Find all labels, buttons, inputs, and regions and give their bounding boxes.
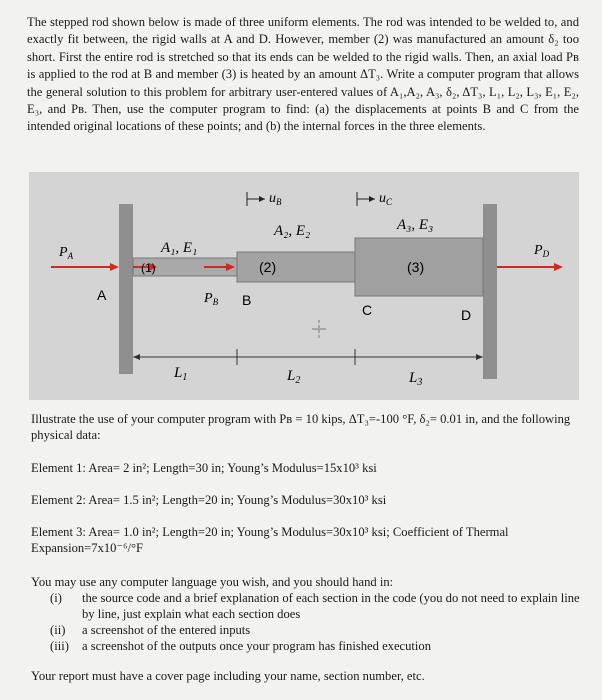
list-item-text: a screenshot of the outputs once your program has finished execution — [82, 639, 432, 653]
PA-label: $P_A$ — [59, 245, 74, 261]
rod-diagram — [29, 172, 579, 400]
point-A-label: A — [97, 287, 107, 303]
list-item-number: (iii) — [50, 639, 69, 653]
point-D-label: D — [461, 307, 472, 323]
list-item-number: (ii) — [50, 623, 66, 637]
list-item-text: a screenshot of the entered inputs — [82, 623, 251, 637]
uC-arrow — [369, 196, 375, 202]
member-3-label: (3) — [407, 259, 425, 275]
PA-arrow — [110, 263, 119, 271]
report-requirement: Your report must have a cover page including your name, section number, etc. — [31, 669, 425, 683]
uC-label: $u_C$ — [379, 191, 393, 207]
instructions-intro: You may use any computer language you wish, and you should hand in: — [31, 575, 394, 589]
list-item — [50, 590, 580, 622]
PD-label: $P_D$ — [534, 243, 550, 259]
L1-label: $L_1$ — [174, 365, 188, 383]
element-1-data: Element 1: Area= 2 in²; Length=30 in; Young’s Modulus=15x10³ ksi — [31, 461, 377, 475]
L2-label: $L_2$ — [287, 368, 301, 386]
member-2-label: (2) — [259, 259, 277, 275]
list-item-number: (i) — [50, 591, 62, 605]
problem-statement: The stepped rod shown below is made of three uniform elements. The rod was intended to be welded to, and exactly fit between, the rigid walls at A and D. However, member (2) was manufactured an amount δ₂ too short. First the entire rod is stretched so that its ends can be welded to the rigid walls. Then, an axial load Pʙ is applied to the rod at B and member (3) is heated by an amount ΔT₃. Write a computer program that allows the general solution to this problem for arbitrary user-entered values of A₁,A₂, A₃, δ₂, ΔT₃, L₁, L₂, L₃, E₁, E₂, E₃, and Pʙ. Then, use the computer program to find: (a) the displacements at points B and C from the intended original locations of these points; and (b) the internal forces in the three elements. — [27, 15, 579, 134]
list-item-text: the source code and a brief explanation of each section in the code (you do not need to explain line by line, just explain what each section does — [82, 591, 580, 621]
uB-arrow — [259, 196, 265, 202]
PD-arrow — [554, 263, 563, 271]
right-wall — [483, 204, 497, 379]
A2E2-label: A₂, E₂ — [274, 223, 311, 239]
L3-label: $L_3$ — [409, 370, 423, 388]
member-1-label: (1) — [141, 261, 156, 275]
PB-label: $P_B$ — [204, 291, 219, 307]
point-B-label: B — [242, 292, 252, 308]
stepped-rod-figure — [29, 172, 579, 400]
element-3-data: Element 3: Area= 1.0 in²; Length=20 in; Young’s Modulus=30x10³ ksi; Coefficient of Thermal Expansion=7x10⁻⁶/°F — [31, 525, 509, 555]
element-2-data: Element 2: Area= 1.5 in²; Length=20 in; Young’s Modulus=30x10³ ksi — [31, 493, 387, 507]
left-wall — [119, 204, 133, 374]
list-item — [50, 622, 580, 638]
A3E3-label: A₃, E₃ — [397, 217, 434, 233]
rod-element-2 — [237, 252, 355, 282]
uB-label: $u_B$ — [269, 191, 282, 207]
instructions-list — [50, 590, 580, 654]
point-C-label: C — [362, 302, 373, 318]
A1E1-label: A₁, E₁ — [161, 240, 198, 256]
illustrate-text: Illustrate the use of your computer program with Pʙ = 10 kips, ΔT₃=-100 °F, δ₂= 0.01 in, and the following physical data: — [31, 412, 571, 442]
list-item — [50, 638, 580, 654]
